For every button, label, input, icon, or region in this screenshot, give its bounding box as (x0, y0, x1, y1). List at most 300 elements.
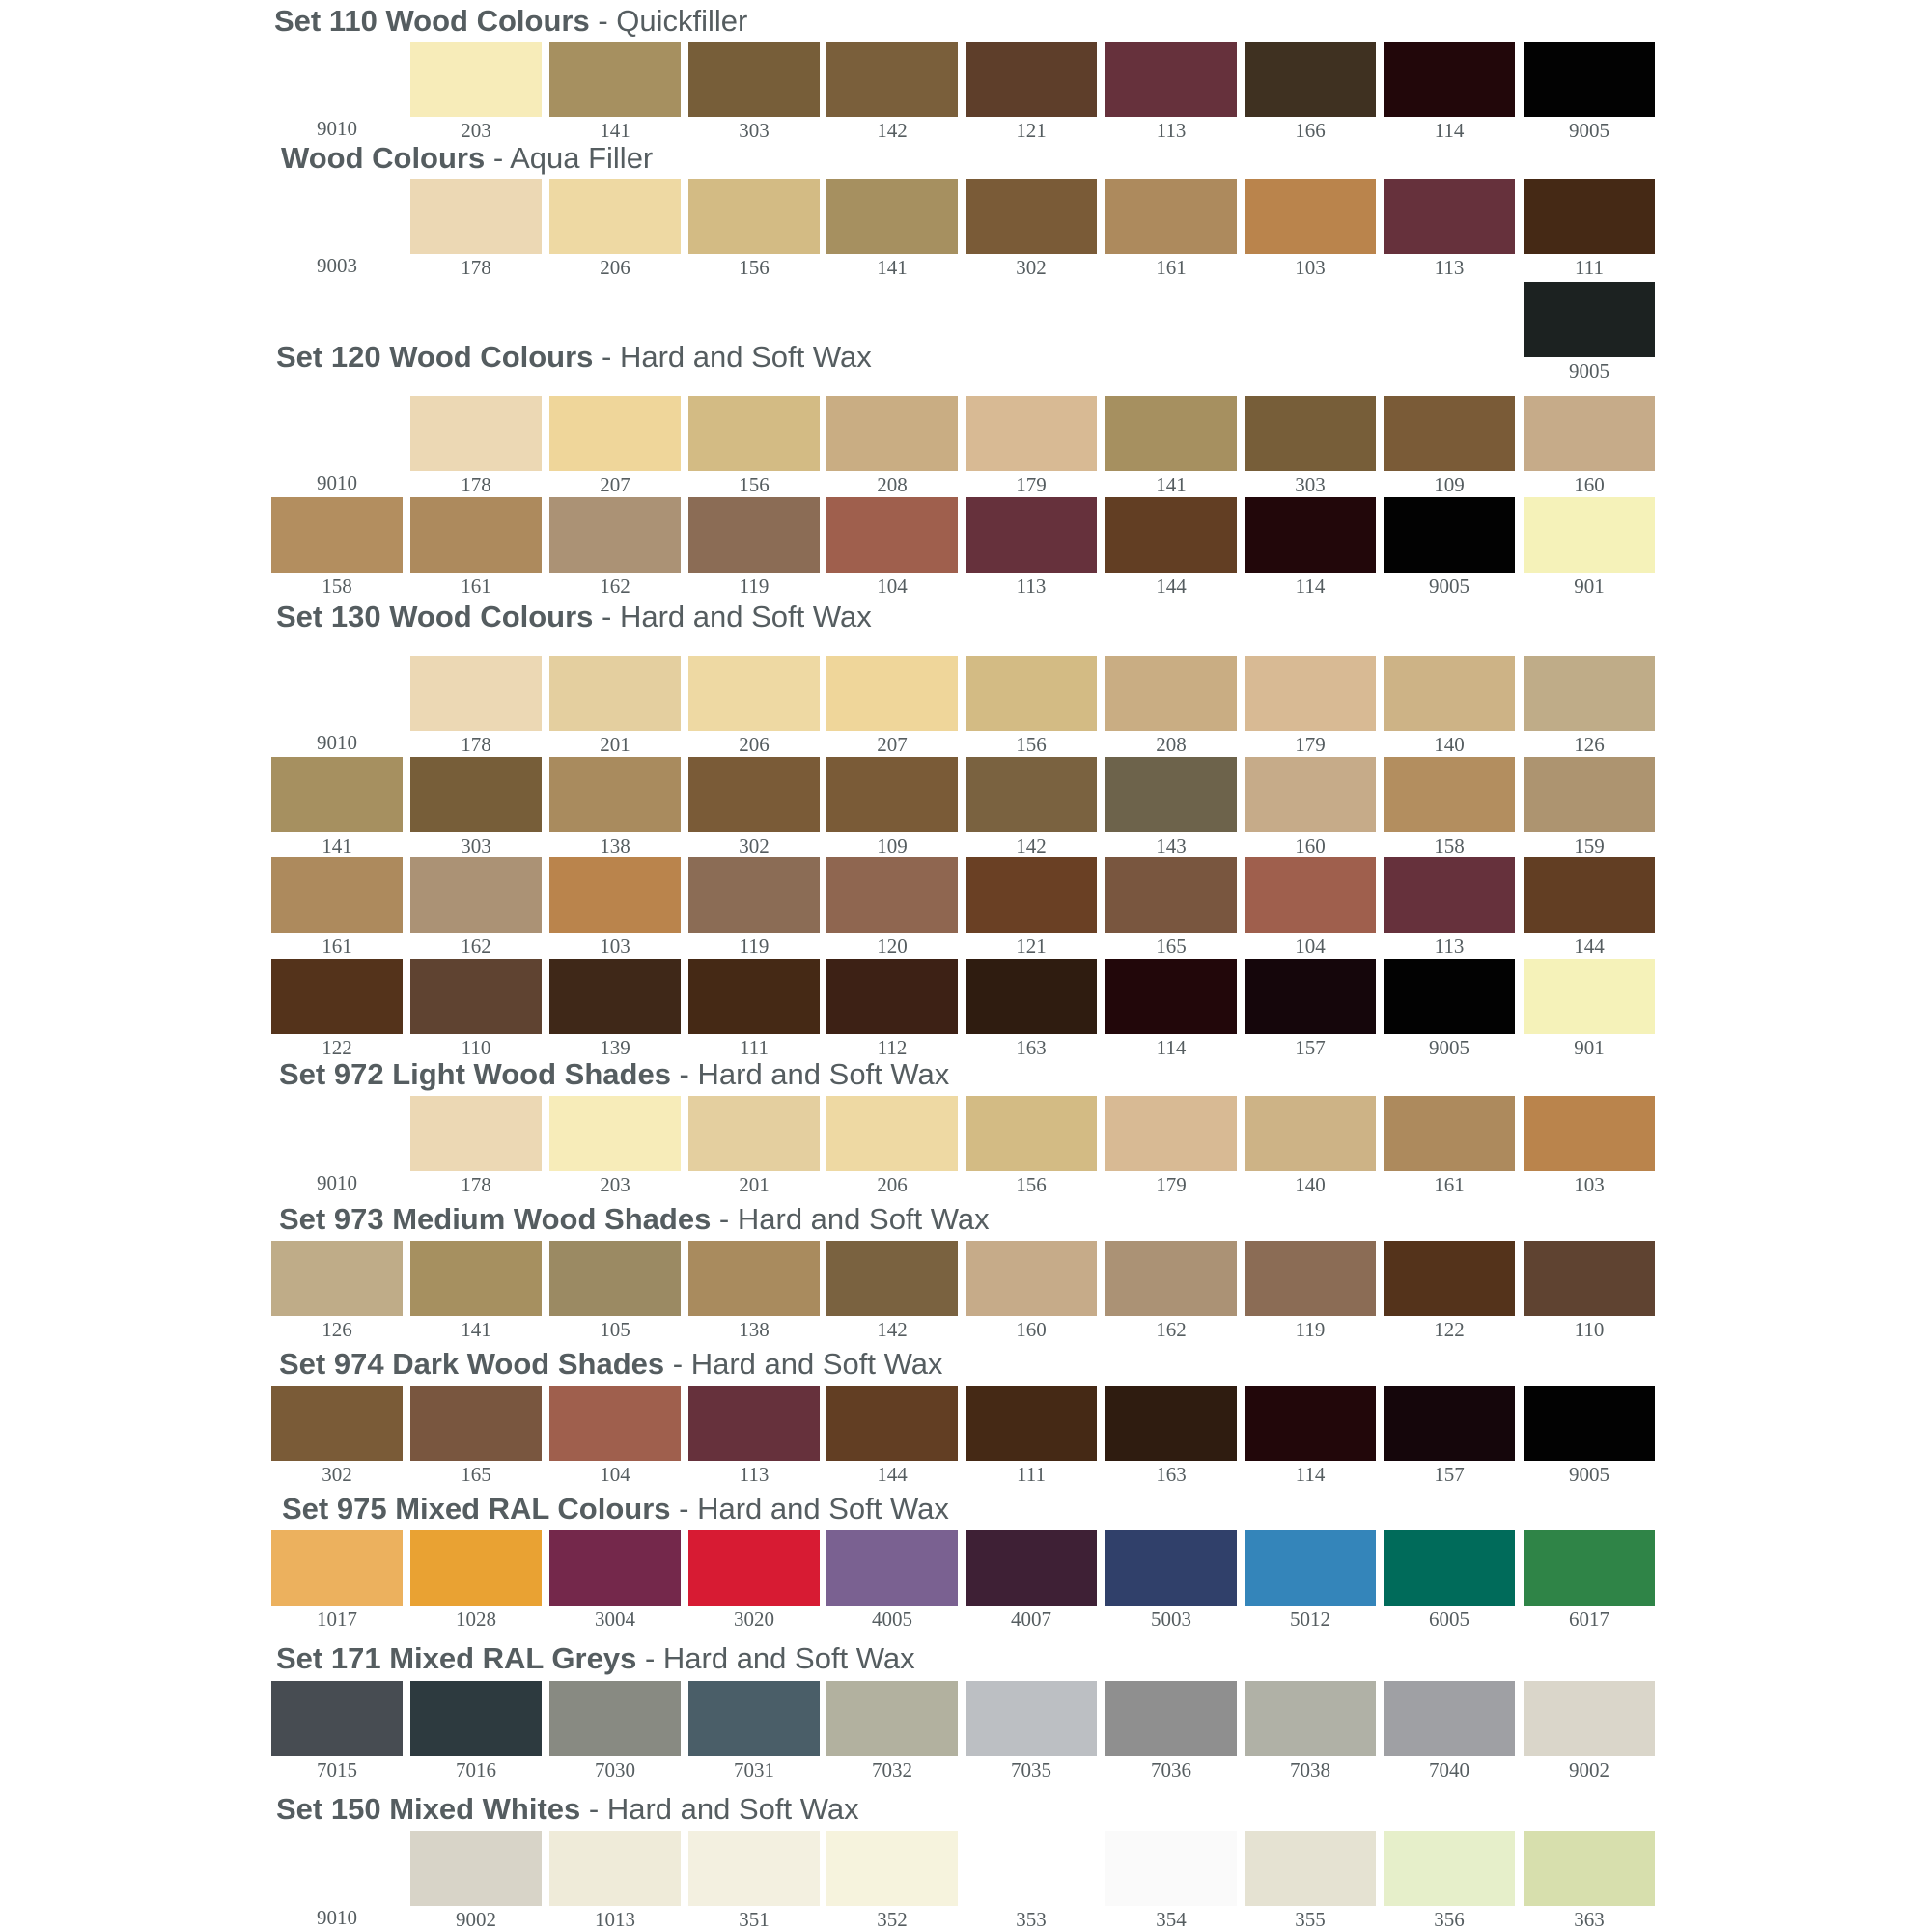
colour-swatch (271, 857, 403, 933)
colour-swatch (688, 1831, 820, 1906)
colour-code: 119 (1295, 1318, 1326, 1341)
colour-code: 109 (877, 834, 908, 857)
colour-code: 7040 (1429, 1758, 1469, 1781)
colour-swatch (1105, 396, 1237, 471)
colour-code: 104 (877, 574, 908, 598)
colour-swatch (688, 959, 820, 1034)
colour-code: 206 (739, 733, 770, 756)
colour-swatch (410, 497, 542, 573)
colour-code: 3020 (734, 1608, 774, 1631)
colour-swatch (966, 1241, 1097, 1316)
colour-code: 126 (322, 1318, 352, 1341)
colour-code: 162 (1156, 1318, 1187, 1341)
colour-swatch (966, 1386, 1097, 1461)
section-product: Quickfiller (616, 4, 748, 38)
colour-code: 160 (1016, 1318, 1047, 1341)
colour-code: 103 (1574, 1173, 1605, 1196)
colour-swatch (1384, 959, 1515, 1034)
colour-swatch (410, 1096, 542, 1171)
colour-swatch (1524, 1831, 1655, 1906)
colour-swatch (1245, 1681, 1376, 1756)
colour-swatch (688, 1530, 820, 1606)
section-title (276, 1792, 859, 1827)
colour-swatch (549, 497, 681, 573)
colour-swatch (1384, 1096, 1515, 1171)
colour-swatch (688, 497, 820, 573)
colour-code: 122 (322, 1036, 352, 1059)
colour-swatch (826, 1096, 958, 1171)
colour-swatch (1105, 757, 1237, 832)
colour-swatch (966, 757, 1097, 832)
section-product: Hard and Soft Wax (606, 1792, 859, 1826)
colour-swatch (1524, 179, 1655, 254)
colour-swatch (1524, 757, 1655, 832)
colour-code: 113 (1434, 256, 1465, 279)
colour-code: 178 (461, 1173, 491, 1196)
colour-swatch (1245, 42, 1376, 117)
colour-code: 901 (1574, 1036, 1605, 1059)
colour-swatch (271, 1386, 403, 1461)
colour-code: 9005 (1429, 574, 1469, 598)
colour-swatch (826, 1241, 958, 1316)
colour-swatch (1384, 1831, 1515, 1906)
colour-code: 121 (1016, 935, 1047, 958)
colour-code: 356 (1434, 1908, 1465, 1931)
colour-code: 3004 (595, 1608, 635, 1631)
colour-swatch (1524, 42, 1655, 117)
colour-code: 109 (1434, 473, 1465, 496)
colour-swatch (549, 42, 681, 117)
colour-swatch (1524, 1096, 1655, 1171)
colour-code: 203 (461, 119, 491, 142)
colour-swatch (1105, 179, 1237, 254)
colour-code: 208 (1156, 733, 1187, 756)
colour-code: 5012 (1290, 1608, 1330, 1631)
colour-swatch (410, 857, 542, 933)
colour-swatch (1245, 656, 1376, 731)
colour-code: 141 (461, 1318, 491, 1341)
colour-code: 141 (600, 119, 630, 142)
colour-swatch (966, 42, 1097, 117)
colour-code: 166 (1295, 119, 1326, 142)
colour-swatch (1384, 656, 1515, 731)
colour-code: 206 (600, 256, 630, 279)
colour-swatch (966, 857, 1097, 933)
colour-code: 114 (1156, 1036, 1187, 1059)
colour-code: 104 (600, 1463, 630, 1486)
colour-swatch (1524, 1241, 1655, 1316)
colour-code: 119 (739, 935, 770, 958)
colour-swatch (1384, 396, 1515, 471)
colour-code: 141 (1156, 473, 1187, 496)
colour-swatch (410, 396, 542, 471)
colour-swatch (410, 1241, 542, 1316)
colour-code: 178 (461, 733, 491, 756)
colour-code: 114 (1434, 119, 1465, 142)
colour-code: 156 (1016, 733, 1047, 756)
colour-code: 157 (1295, 1036, 1326, 1059)
colour-swatch (1105, 1530, 1237, 1606)
section-product: Hard and Soft Wax (619, 340, 872, 374)
colour-code: 303 (739, 119, 770, 142)
colour-swatch (410, 1530, 542, 1606)
colour-code: 354 (1156, 1908, 1187, 1931)
colour-swatch (549, 1530, 681, 1606)
colour-code: 7035 (1011, 1758, 1051, 1781)
colour-swatch (271, 1681, 403, 1756)
colour-swatch (826, 757, 958, 832)
colour-swatch (966, 959, 1097, 1034)
colour-code: 140 (1295, 1173, 1326, 1196)
colour-swatch (1105, 857, 1237, 933)
colour-swatch (1245, 1530, 1376, 1606)
colour-code: 113 (739, 1463, 770, 1486)
colour-code: 9010 (317, 1906, 357, 1929)
colour-code: 201 (600, 733, 630, 756)
colour-swatch (549, 179, 681, 254)
section-separator: - (580, 1792, 607, 1826)
colour-swatch (410, 1681, 542, 1756)
colour-code: 203 (600, 1173, 630, 1196)
swatch-row (0, 1386, 1931, 1486)
colour-swatch (1105, 1096, 1237, 1171)
colour-code: 113 (1434, 935, 1465, 958)
colour-swatch (826, 179, 958, 254)
colour-swatch (826, 42, 958, 117)
colour-swatch (966, 1831, 1097, 1906)
colour-swatch (688, 179, 820, 254)
swatch-row (0, 497, 1931, 598)
colour-code: 1028 (456, 1608, 496, 1631)
swatch-row (0, 1530, 1931, 1631)
colour-code: 355 (1295, 1908, 1326, 1931)
colour-swatch (1245, 1096, 1376, 1171)
colour-code: 6005 (1429, 1608, 1469, 1631)
colour-swatch (1384, 1681, 1515, 1756)
swatch-row (0, 1241, 1931, 1341)
colour-code: 7016 (456, 1758, 496, 1781)
colour-code: 208 (877, 473, 908, 496)
colour-code: 302 (1016, 256, 1047, 279)
colour-code: 161 (1434, 1173, 1465, 1196)
section-title (276, 1641, 915, 1676)
colour-code: 113 (1016, 574, 1047, 598)
colour-swatch (1524, 857, 1655, 933)
colour-code: 4007 (1011, 1608, 1051, 1631)
colour-swatch (1384, 1386, 1515, 1461)
colour-code: 157 (1434, 1463, 1465, 1486)
colour-swatch (1245, 1241, 1376, 1316)
section-name: Set 972 Light Wood Shades (279, 1057, 671, 1091)
colour-swatch (1384, 179, 1515, 254)
colour-code: 302 (322, 1463, 352, 1486)
section-separator: - (485, 141, 511, 175)
colour-code: 7038 (1290, 1758, 1330, 1781)
colour-code: 163 (1016, 1036, 1047, 1059)
colour-swatch (966, 497, 1097, 573)
swatch-row (0, 959, 1931, 1059)
colour-code: 114 (1295, 1463, 1326, 1486)
colour-swatch (966, 1681, 1097, 1756)
colour-code: 160 (1295, 834, 1326, 857)
colour-swatch (1524, 497, 1655, 573)
colour-code: 302 (739, 834, 770, 857)
colour-code: 9005 (1569, 1463, 1609, 1486)
colour-swatch (966, 1530, 1097, 1606)
colour-code: 9003 (317, 254, 357, 277)
colour-swatch (410, 656, 542, 731)
colour-swatch (688, 1241, 820, 1316)
colour-code: 161 (461, 574, 491, 598)
colour-code: 113 (1156, 119, 1187, 142)
swatch-row (0, 656, 1931, 756)
colour-swatch (966, 656, 1097, 731)
colour-swatch (410, 959, 542, 1034)
swatch-row (0, 396, 1931, 496)
section-separator: - (670, 1057, 698, 1091)
section-separator: - (593, 340, 620, 374)
colour-code: 207 (600, 473, 630, 496)
section-title (281, 141, 653, 176)
colour-swatch (1524, 959, 1655, 1034)
section-product: Hard and Soft Wax (697, 1057, 950, 1091)
colour-swatch (271, 959, 403, 1034)
section-separator: - (711, 1202, 738, 1236)
colour-swatch (410, 1831, 542, 1906)
colour-code: 122 (1434, 1318, 1465, 1341)
colour-code: 9010 (317, 731, 357, 754)
colour-code: 138 (600, 834, 630, 857)
colour-swatch (826, 497, 958, 573)
colour-swatch (1524, 656, 1655, 731)
colour-code: 126 (1574, 733, 1605, 756)
section-separator: - (593, 600, 620, 633)
colour-code: 303 (461, 834, 491, 857)
colour-code: 161 (1156, 256, 1187, 279)
colour-swatch (271, 1241, 403, 1316)
colour-swatch (966, 396, 1097, 471)
colour-code: 111 (1575, 256, 1604, 279)
section-product: Hard and Soft Wax (737, 1202, 990, 1236)
colour-code: 9005 (1429, 1036, 1469, 1059)
colour-swatch (1105, 656, 1237, 731)
section-separator: - (589, 4, 617, 38)
colour-swatch (1524, 1681, 1655, 1756)
section-title (276, 600, 872, 634)
colour-swatch (1245, 1386, 1376, 1461)
section-name: Set 974 Dark Wood Shades (279, 1347, 665, 1381)
colour-swatch (549, 1681, 681, 1756)
colour-swatch (549, 1241, 681, 1316)
colour-code: 206 (877, 1173, 908, 1196)
colour-code: 142 (877, 119, 908, 142)
colour-code: 111 (1017, 1463, 1046, 1486)
colour-swatch (1105, 959, 1237, 1034)
colour-swatch (1524, 1530, 1655, 1606)
colour-code: 105 (600, 1318, 630, 1341)
colour-swatch (549, 1386, 681, 1461)
colour-code: 161 (322, 935, 352, 958)
section-product: Hard and Soft Wax (619, 600, 872, 633)
section-name: Set 171 Mixed RAL Greys (276, 1641, 637, 1675)
section-product: Aqua Filler (510, 141, 654, 175)
section-title (276, 340, 872, 375)
colour-code: 104 (1295, 935, 1326, 958)
colour-swatch (410, 179, 542, 254)
colour-code: 303 (1295, 473, 1326, 496)
colour-code: 7032 (872, 1758, 912, 1781)
section-name: Set 973 Medium Wood Shades (279, 1202, 712, 1236)
colour-code: 103 (1295, 256, 1326, 279)
colour-swatch (271, 1530, 403, 1606)
colour-code: 120 (877, 935, 908, 958)
colour-swatch (1245, 396, 1376, 471)
colour-swatch (1384, 42, 1515, 117)
colour-swatch (1245, 1831, 1376, 1906)
colour-swatch (1245, 857, 1376, 933)
colour-code: 162 (461, 935, 491, 958)
colour-swatch (688, 757, 820, 832)
colour-swatch (688, 1681, 820, 1756)
colour-swatch (1384, 497, 1515, 573)
section-title (282, 1492, 949, 1526)
colour-code: 141 (322, 834, 352, 857)
colour-code: 352 (877, 1908, 908, 1931)
colour-swatch (966, 1096, 1097, 1171)
colour-swatch (1105, 42, 1237, 117)
colour-swatch (826, 396, 958, 471)
colour-swatch (549, 656, 681, 731)
colour-code: 159 (1574, 834, 1605, 857)
section-product: Hard and Soft Wax (690, 1347, 943, 1381)
swatch-row (0, 1831, 1931, 1931)
colour-swatch (826, 656, 958, 731)
colour-code: 162 (600, 574, 630, 598)
colour-code: 111 (740, 1036, 769, 1059)
colour-code: 353 (1016, 1908, 1047, 1931)
colour-swatch (826, 1530, 958, 1606)
colour-swatch (688, 857, 820, 933)
colour-swatch (1524, 1386, 1655, 1461)
colour-swatch (549, 396, 681, 471)
colour-swatch (1524, 282, 1655, 357)
colour-swatch (1384, 757, 1515, 832)
colour-code: 9005 (1569, 119, 1609, 142)
section-name: Wood Colours (281, 141, 486, 175)
section-separator: - (664, 1347, 691, 1381)
colour-code: 163 (1156, 1463, 1187, 1486)
colour-code: 7030 (595, 1758, 635, 1781)
colour-code: 112 (877, 1036, 908, 1059)
colour-code: 165 (461, 1463, 491, 1486)
colour-swatch (271, 497, 403, 573)
section-title (279, 1202, 990, 1237)
colour-swatch (1384, 1241, 1515, 1316)
colour-swatch (688, 656, 820, 731)
colour-code: 144 (1574, 935, 1605, 958)
colour-swatch (826, 1681, 958, 1756)
colour-code: 178 (461, 473, 491, 496)
colour-code: 141 (877, 256, 908, 279)
colour-swatch (1384, 1530, 1515, 1606)
colour-swatch (826, 857, 958, 933)
section-separator: - (636, 1641, 663, 1675)
colour-code: 6017 (1569, 1608, 1609, 1631)
colour-swatch (688, 1096, 820, 1171)
section-name: Set 120 Wood Colours (276, 340, 594, 374)
colour-code: 201 (739, 1173, 770, 1196)
colour-swatch (1105, 1681, 1237, 1756)
colour-code: 179 (1016, 473, 1047, 496)
colour-code: 179 (1156, 1173, 1187, 1196)
colour-swatch (688, 396, 820, 471)
colour-code: 121 (1016, 119, 1047, 142)
colour-swatch (688, 1386, 820, 1461)
colour-code: 9010 (317, 1171, 357, 1194)
colour-code: 144 (1156, 574, 1187, 598)
colour-code: 110 (461, 1036, 491, 1059)
colour-code: 142 (877, 1318, 908, 1341)
colour-swatch (826, 959, 958, 1034)
swatch-row (0, 1681, 1931, 1781)
colour-swatch (1245, 497, 1376, 573)
colour-code: 156 (739, 256, 770, 279)
colour-swatch (549, 959, 681, 1034)
colour-code: 7036 (1151, 1758, 1191, 1781)
colour-code: 9002 (456, 1908, 496, 1931)
colour-swatch (1105, 1386, 1237, 1461)
colour-code: 110 (1574, 1318, 1605, 1341)
section-title (279, 1057, 949, 1092)
colour-code: 142 (1016, 834, 1047, 857)
colour-swatch (410, 42, 542, 117)
colour-code: 9010 (317, 471, 357, 494)
colour-code: 9002 (1569, 1758, 1609, 1781)
colour-swatch (826, 1386, 958, 1461)
colour-code: 901 (1574, 574, 1605, 598)
swatch-row (0, 857, 1931, 958)
colour-swatch (1105, 1831, 1237, 1906)
colour-code: 7015 (317, 1758, 357, 1781)
colour-code: 103 (600, 935, 630, 958)
colour-code: 179 (1295, 733, 1326, 756)
colour-swatch (1105, 1241, 1237, 1316)
colour-code: 156 (1016, 1173, 1047, 1196)
colour-swatch (1245, 757, 1376, 832)
swatch-row (0, 1096, 1931, 1196)
section-product: Hard and Soft Wax (697, 1492, 949, 1526)
colour-code: 158 (1434, 834, 1465, 857)
colour-swatch (410, 757, 542, 832)
colour-code: 178 (461, 256, 491, 279)
colour-code: 1013 (595, 1908, 635, 1931)
colour-swatch (1105, 497, 1237, 573)
section-name: Set 130 Wood Colours (276, 600, 594, 633)
colour-swatch (271, 757, 403, 832)
section-name: Set 150 Mixed Whites (276, 1792, 581, 1826)
colour-code: 156 (739, 473, 770, 496)
colour-code: 9010 (317, 117, 357, 140)
colour-code: 9005 (1569, 359, 1609, 382)
colour-code: 119 (739, 574, 770, 598)
colour-swatch (966, 179, 1097, 254)
section-separator: - (670, 1492, 698, 1526)
colour-code: 140 (1434, 733, 1465, 756)
colour-code: 4005 (872, 1608, 912, 1631)
colour-code: 139 (600, 1036, 630, 1059)
colour-swatch (1524, 396, 1655, 471)
colour-code: 5003 (1151, 1608, 1191, 1631)
